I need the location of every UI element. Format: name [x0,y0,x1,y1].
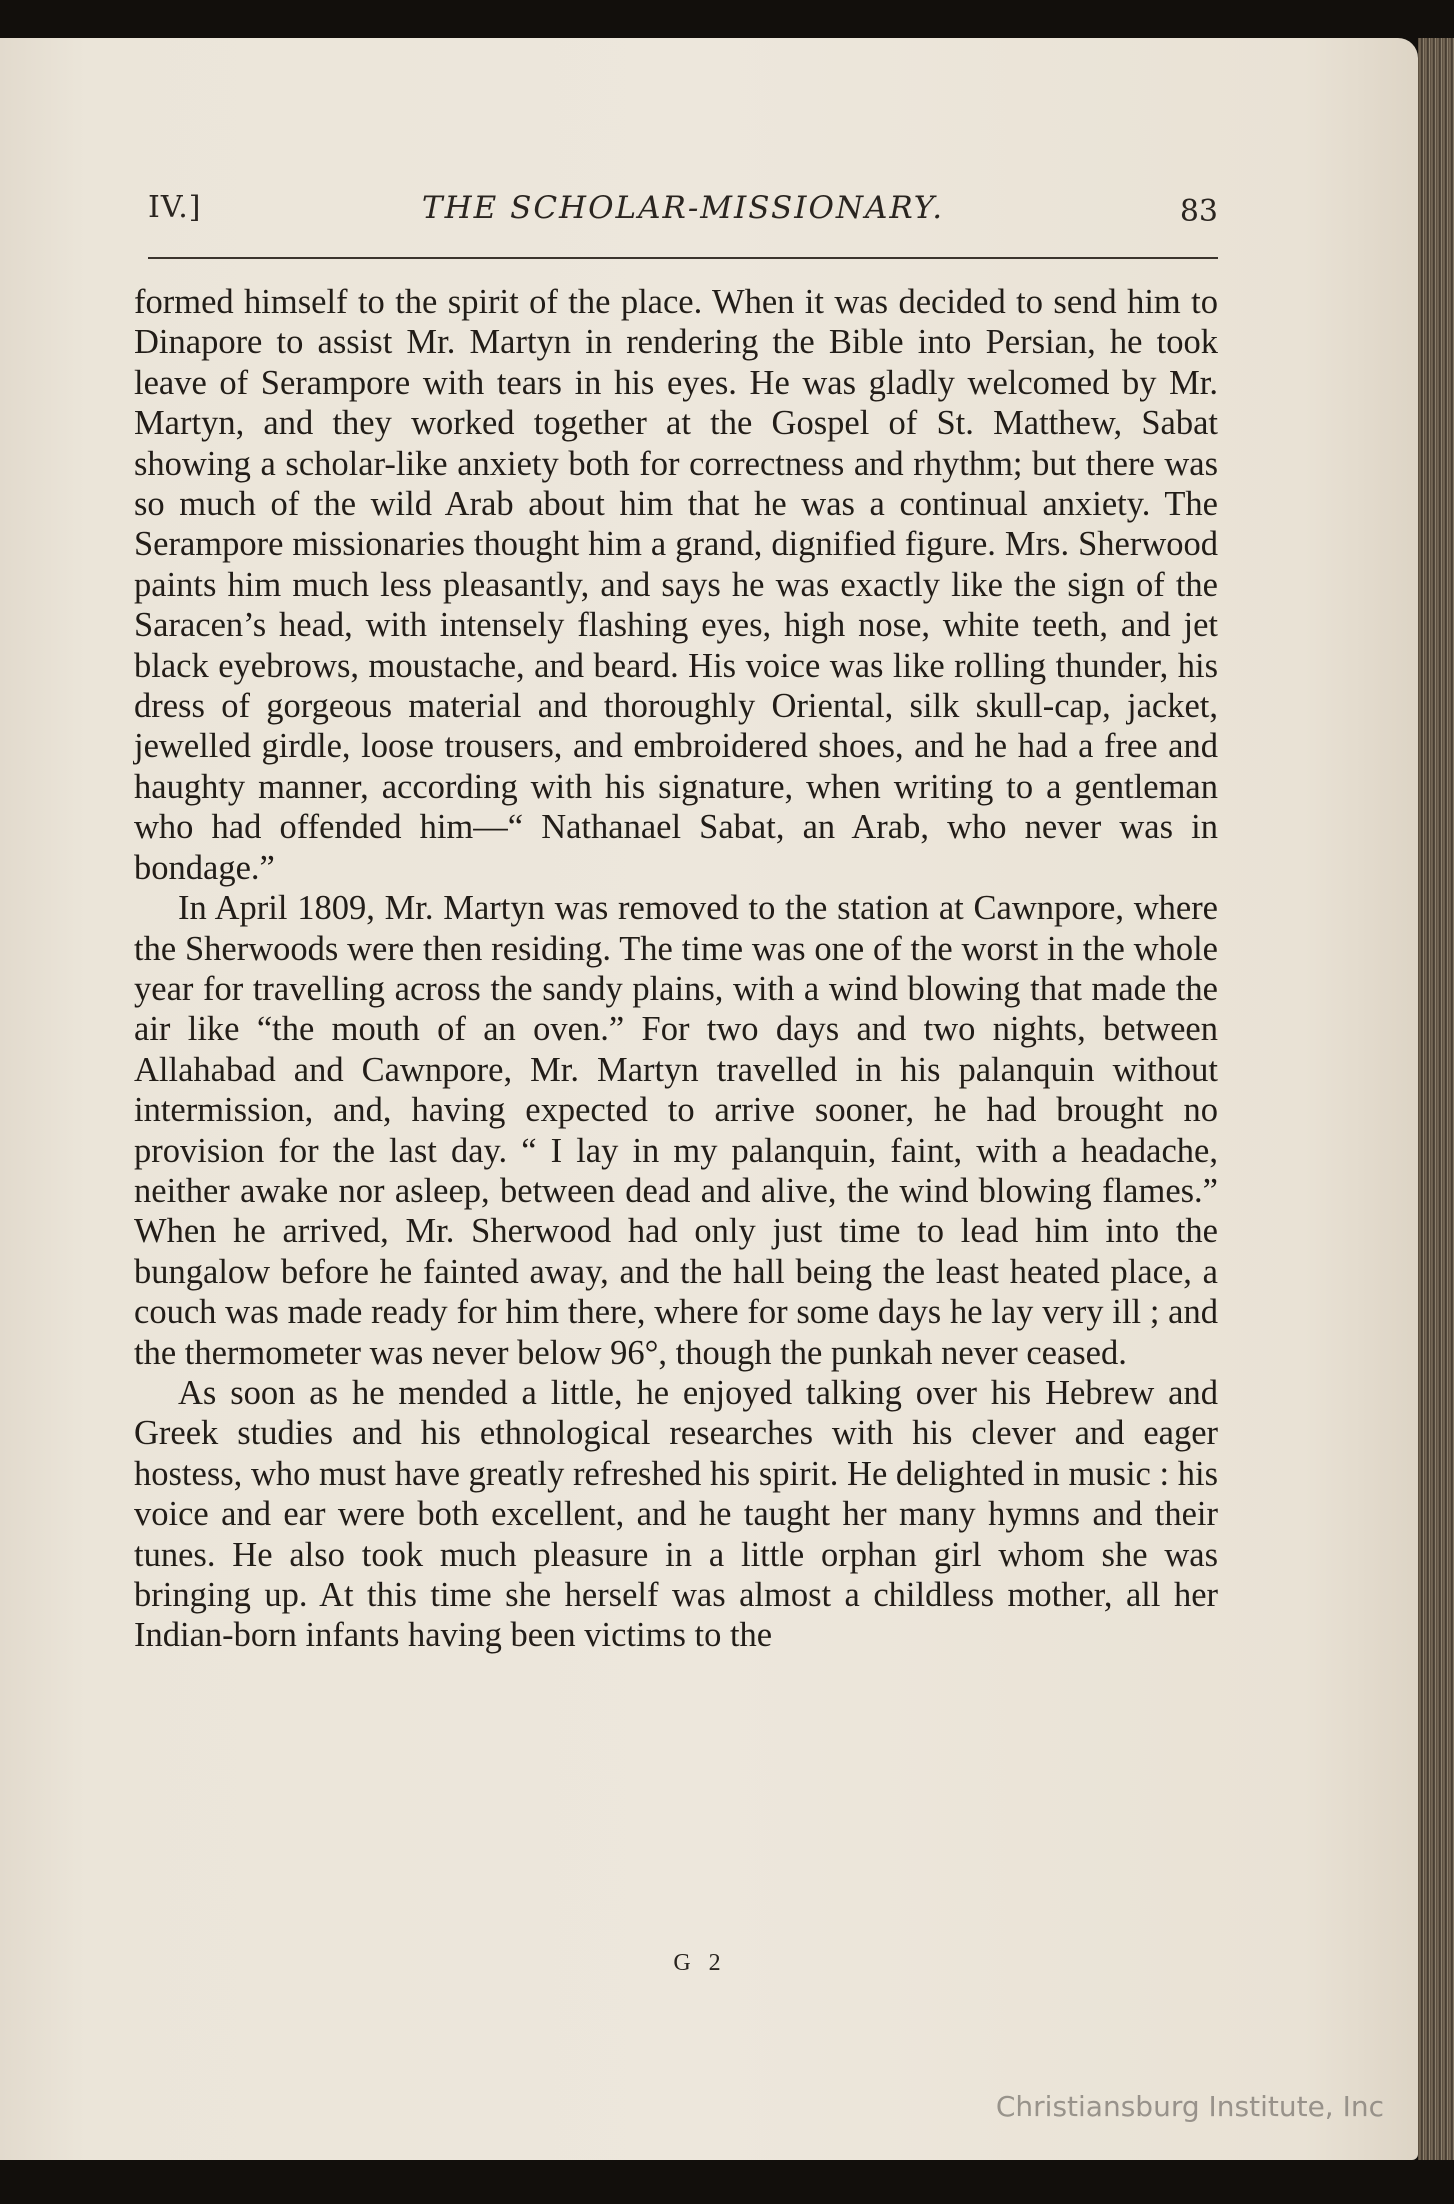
page-number: 83 [1179,194,1218,229]
paragraph: As soon as he mended a little, he enjoyed talking over his Hebrew and Greek studies and his ethnological researches with his clever and eager hostess, who must have greatly refreshed his spirit. He delighted in music : his voice and ear were both excellent, and he taught her many hymns and their tunes. He also took much pleasure in a little orphan girl whom she was bringing up. At this time she herself was almost a childless mother, all her Indian-born infants having been victims to the [134,1373,1218,1655]
header-rule [148,257,1218,259]
watermark: Christiansburg Institute, Inc [995,2090,1384,2123]
running-head [148,190,1218,240]
paragraph: In April 1809, Mr. Martyn was removed to the station at Cawnpore, where the Sherwoods were then residing. The time was one of the worst in the whole year for travelling across the sandy plains, with a wind blowing that made the air like “the mouth of an oven.” For two days and two nights, between Allahabad and Cawnpore, Mr. Martyn travelled in his palanquin without intermission, and, having expected to arrive sooner, he had brought no provision for the last day. “ I lay in my palanquin, faint, with a headache, neither awake nor asleep, between dead and alive, the wind blowing flames.” When he arrived, Mr. Sherwood had only just time to lead him into the bungalow before he fainted away, and the hall being the least heated place, a couch was made ready for him there, where for some days he lay very ill ; and the thermometer was never below 96°, though the punkah never ceased. [134,889,1218,1372]
paragraph: formed himself to the spirit of the place. When it was decided to send him to Dinapore to assist Mr. Martyn in rendering the Bible into Persian, he took leave of Serampore with tears in his eyes. He was gladly welcomed by Mr. Martyn, and they worked together at the Gospel of St. Matthew, Sabat showing a scholar-like anxiety both for correctness and rhythm; but there was so much of the wild Arab about him that he was a continual anxiety. The Serampore missionaries thought him a grand, dignified figure. Mrs. Sherwood paints him much less pleasantly, and says he was exactly like the sign of the Saracen’s head, with intensely flashing eyes, high nose, white teeth, and jet black eyebrows, moustache, and beard. His voice was like rolling thunder, his dress of gorgeous material and thoroughly Oriental, silk skull-cap, jacket, jewelled girdle, loose trousers, and embroidered shoes, and he had a free and haughty manner, according with his signature, when writing to a gentleman who had offended him—“ Nathanael Sabat, an Arab, who never was in bondage.” [134,283,1218,887]
signature-mark: G 2 [673,1950,727,1976]
chapter-number: IV.] [148,190,202,225]
body-text [134,282,1218,1656]
page-edges [1418,38,1454,2160]
running-title: THE SCHOLAR-MISSIONARY. [421,190,945,226]
